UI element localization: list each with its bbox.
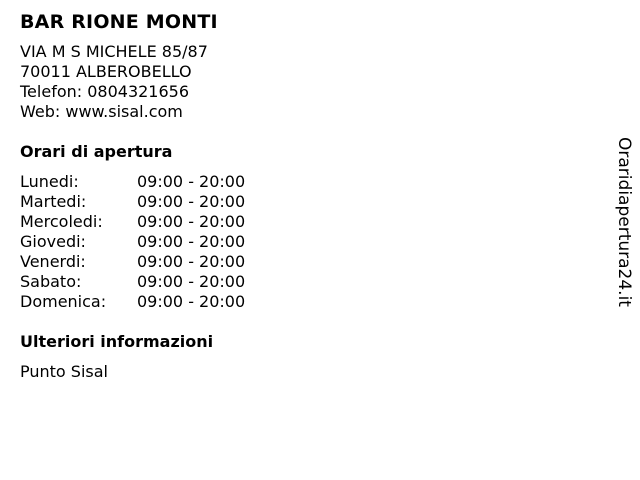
site-watermark: Oraridiapertura24.it xyxy=(614,137,634,307)
hours-day: Venerdi: xyxy=(20,252,86,271)
hours-day: Martedi: xyxy=(20,192,87,211)
address-city: 70011 ALBEROBELLO xyxy=(20,62,192,81)
hours-time: 09:00 - 20:00 xyxy=(137,192,246,211)
hours-row xyxy=(20,192,245,212)
business-name: BAR RIONE MONTI xyxy=(20,11,218,33)
hours-day: Mercoledi: xyxy=(20,212,103,231)
business-contact xyxy=(20,42,580,122)
hours-row xyxy=(20,252,245,272)
hours-day: Domenica: xyxy=(20,292,107,311)
hours-row xyxy=(20,292,245,312)
hours-day: Giovedi: xyxy=(20,232,86,251)
opening-hours-heading: Orari di apertura xyxy=(20,142,173,161)
hours-day: Lunedi: xyxy=(20,172,79,191)
opening-hours-table xyxy=(20,172,245,312)
hours-row xyxy=(20,232,245,252)
address-street: VIA M S MICHELE 85/87 xyxy=(20,42,208,61)
hours-time: 09:00 - 20:00 xyxy=(137,212,246,231)
hours-row xyxy=(20,172,245,192)
hours-row xyxy=(20,272,245,292)
hours-day: Sabato: xyxy=(20,272,82,291)
more-info-heading: Ulteriori informazioni xyxy=(20,332,214,351)
hours-time: 09:00 - 20:00 xyxy=(137,252,246,271)
hours-time: 09:00 - 20:00 xyxy=(137,172,246,191)
hours-time: 09:00 - 20:00 xyxy=(137,272,246,291)
business-info-card xyxy=(20,10,580,382)
hours-time: 09:00 - 20:00 xyxy=(137,232,246,251)
more-info-text: Punto Sisal xyxy=(20,362,108,381)
hours-row xyxy=(20,212,245,232)
website: Web: www.sisal.com xyxy=(20,102,183,121)
phone-number: Telefon: 0804321656 xyxy=(20,82,190,101)
hours-time: 09:00 - 20:00 xyxy=(137,292,246,311)
